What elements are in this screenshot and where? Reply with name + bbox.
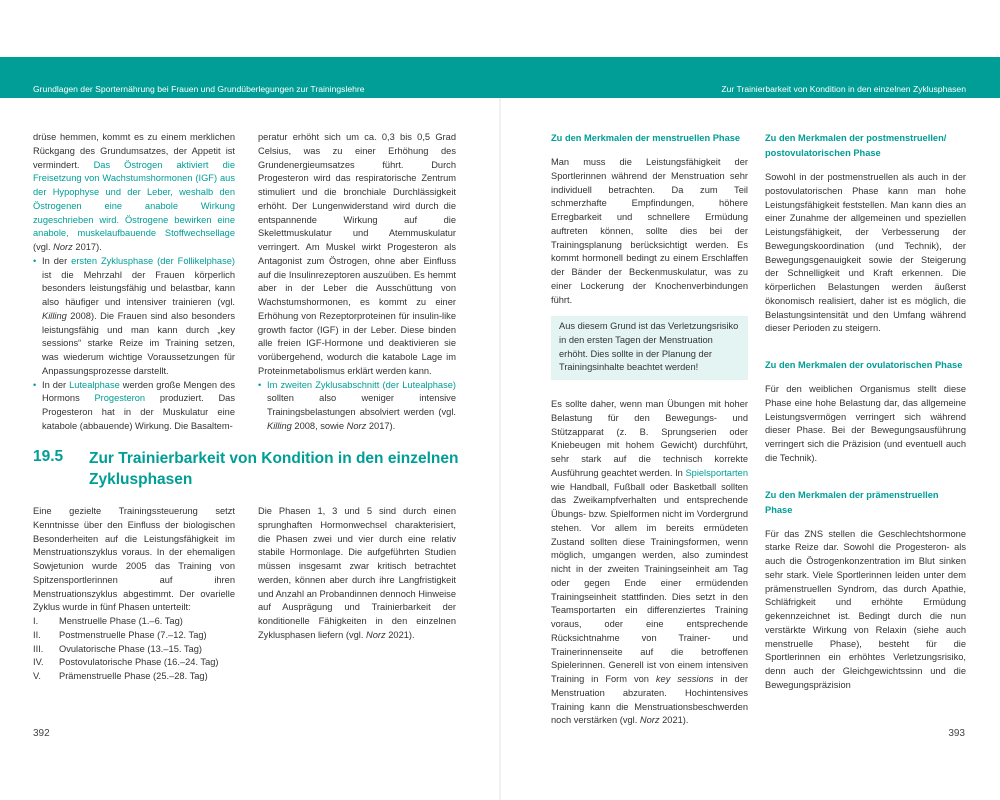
citation-author: Killing: [42, 310, 67, 321]
subheading-menstrual-phase: Zu den Merkmalen der menstruellen Phase: [551, 133, 741, 143]
highlighted-text: Progesteron: [94, 393, 146, 404]
subheading-ovulatory-phase: Zu den Merkmalen der ovulatorischen Phase: [765, 360, 963, 370]
highlighted-text: Das Östrogen aktiviert die Freisetzung von Wachstumshormonen (IGF) aus der Hypophyse und der Leber, weshalb den Östrogenen eine anabole Wirkung zugeschrieben wird. Östrogene bewirken eine anabole, muskelaufbauende Stoffwechsellage: [33, 159, 235, 239]
left-page-column-2: [258, 131, 456, 434]
page-number-left: 392: [33, 728, 50, 739]
bullet-item: • In der Lutealphase werden große Mengen des Hormons Progesteron produziert. Das Progesteron hat in der Muskulatur eine katabole (abbauende) Wirkung. Die Basaltem-: [33, 379, 235, 431]
phase-list-item: I. Menstruelle Phase (1.–6. Tag): [33, 616, 183, 626]
paragraph: drüse hemmen, kommt es zu einem merklichen Rückgang des Grundumsatzes, der Appetit ist vermindert. Das Östrogen aktiviert die Freisetzung von Wachstumshormonen (IGF) aus der Hypophyse und der Leber, weshalb den Östrogenen eine anabole Wirkung zugeschrieben wird. Östrogene bewirken eine anabole, muskelaufbauende Stoffwechsellage (vgl. Norz 2017).: [33, 132, 235, 252]
phase-list: [33, 615, 235, 684]
highlight-box: [551, 316, 748, 380]
phase-list-item: III. Ovulatorische Phase (13.–15. Tag): [33, 643, 202, 654]
left-page-column-3: [33, 505, 235, 684]
highlighted-text: Lutealphase: [69, 379, 120, 390]
bullet-icon: •: [33, 255, 37, 266]
highlighted-text: Spielsportarten: [685, 467, 748, 478]
page-number-right: 393: [948, 728, 965, 739]
book-gutter: [499, 98, 501, 800]
paragraph: Es sollte daher, wenn man Übungen mit hoher Belastung für den Bewegungs- und Stützapparat (z. B. Sprungserien oder Kniebeugen mit hohem Gewicht) durchführt, sehr stark auf die technisch korrekte Ausführung geachtet werden. In Spielsportarten wie Handball, Fußball oder Basketball sollten das Zweikampfverhalten und entsprechende Übungs- bzw. Spielformen nicht im Vordergrund stehen. Vor allem im bereits ermüdeten Zustand sollten diese Trainingsformen, wenn möglich, umgangen werden, also zumindest nicht in der zweiten Trainingseinheit am Tag oder gegen Ende einer ermüdenden Trainingseinheit stattfinden. Dies setzt in den Teamsportarten ein differenziertes Training voraus, oder eine entsprechende Rücksichtnahme von Trainer- und Trainerinnenseite auf die betroffenen Spielerinnen. Generell ist von einem intensiven Training in Form von key sessions in der Menstruation abzuraten. Hochintensives Training kann die Menstruationsbeschwerden noch verstärken (vgl. Norz 2021).: [551, 399, 748, 726]
right-page-column-1: [551, 131, 748, 307]
phase-list-item: II. Postmenstruelle Phase (7.–12. Tag): [33, 629, 207, 640]
section-number: 19.5: [33, 448, 64, 465]
citation-author: Norz: [366, 629, 386, 640]
citation-author: Norz: [639, 715, 660, 726]
bullet-item: • Im zweiten Zyklusabschnitt (der Lutealphase) sollten also weniger intensive Trainingsbelastungen absolviert werden (vgl. Killing 2008, sowie Norz 2017).: [258, 379, 456, 431]
subheading-premenstrual-phase: Zu den Merkmalen der prämenstruellen Phase: [765, 489, 939, 515]
right-page-column-1-continued: [551, 398, 748, 728]
running-header-left: Grundlagen der Sporternährung bei Frauen und Grundüberlegungen zur Trainingslehre: [33, 84, 365, 94]
paragraph: Sowohl in der postmenstruellen als auch in der postovulatorischen Phase kann man hohe Leistungsfähigkeit feststellen. Man kann dies an einer Zunahme der allgemeinen und speziellen Leistungsfähigkeit, der Verbesserung der Bewegungskoordination (und Technik), der Bewegungsgenauigkeit sowie der Steigerung der Schnelligkeit und Kraft erkennen. Die körperlichen Belastungen werden äußerst ökonomisch realisiert, daher ist es möglich, die Belastungsintensität und den Umfang während dieser Perioden zu steigern.: [765, 172, 966, 334]
paragraph: Die Phasen 1, 3 und 5 sind durch einen sprunghaften Hormonwechsel charakterisiert, die Phasen zwei und vier durch eine relativ stabile Hormonlage. Die aufgeführten Studien müssen insgesamt zwar kritisch betrachtet werden, können aber durch ihre Langfristigkeit und Anzahl an Probandinnen dennoch Hinweise auf Ausprägung und Trainierbarkeit der konditionelle Fähigkeiten in den einzelnen Zyklusphasen liefern (vgl. Norz 2021).: [258, 506, 456, 640]
right-page-column-2: [765, 131, 966, 693]
citation-author: Norz: [346, 420, 367, 431]
running-header-right: Zur Trainierbarkeit von Kondition in den einzelnen Zyklusphasen: [721, 84, 966, 94]
highlighted-text: ersten Zyklusphase (der Follikelphase): [71, 255, 235, 266]
phase-list-item: IV. Postovulatorische Phase (16.–24. Tag): [33, 657, 219, 668]
bullet-icon: •: [33, 379, 37, 390]
bullet-item: • In der ersten Zyklusphase (der Follikelphase) ist die Mehrzahl der Frauen körperlich besonders leistungsfähig und belastbar, kann also häufiger und intensiver trainieren (vgl. Killing 2008). Die Frauen sind also besonders leistungsfähig und man kann durch „key sessions“ starke Reize im Training setzen, was wiederum wichtige Voraussetzungen für Anpassungsprozesse darstellt.: [33, 255, 235, 376]
paragraph: Für das ZNS stellen die Geschlechtshormone starke Reize dar. Sowohl die Progesteron- als auch die Östrogenkonzentration im Blut sinken sehr stark. Viele Sportlerinnen leiden unter dem prämenstruellen Syndrom, das durch Apathie, Schläfrigkeit und erhöhte Ermüdung gekennzeichnet ist. Bedingt durch die nun verstärkte Wirkung von Relaxin (siehe auch menstruelle Phase), besteht für die Sportlerinnen ein erhöhtes Verletzungsrisiko, denn auch der Gleichgewichtssinn und die Bewegungspräzision: [765, 528, 966, 690]
emphasis-text: key sessions: [655, 674, 714, 684]
paragraph: Man muss die Leistungsfähigkeit der Sportlerinnen während der Menstruation sehr individuell betrachten. Da zum Teil schmerzhafte Empfindungen, höhere Erregbarkeit und schnellere Ermüdung auftreten können, sollte dies bei der Trainingsplanung berücksichtigt werden. Es kommt hormonell bedingt zu einem Erschlaffen der Bänder der Beckenmuskulatur, was zu einer Lockerung der Knochenverbindungen führt.: [551, 157, 748, 305]
highlight-box-text: Aus diesem Grund ist das Verletzungsrisiko in den ersten Tagen der Menstruation erhöht. Dies sollte in der Planung der Trainingsinhalte beachtet werden!: [559, 321, 739, 373]
paragraph: Für den weiblichen Organismus stellt diese Phase eine hohe Belastung dar, das allgemeine Leistungsvermögen verringert sich während dieser Phase. Bei der Bewegungsausführung verringert sich die Präzision (und eventuell auch die Technik).: [765, 384, 966, 463]
left-page-column-1: [33, 131, 235, 434]
highlighted-text: Im zweiten Zyklusabschnitt (der Lutealphase): [267, 379, 456, 390]
citation-author: Norz: [53, 242, 73, 252]
section-title: Zur Trainierbarkeit von Kondition in den einzelnen Zyklusphasen: [89, 450, 459, 488]
paragraph: Eine gezielte Trainingssteuerung setzt Kenntnisse über den Einfluss der biologischen Besonderheiten auf die Leistungsfähigkeit im Menstruationszyklus voraus. In der ehemaligen Sowjetunion wurde 2005 das Training von Spitzensportlerinnen auf ihren Menstruationszyklus abgestimmt. Der ovarielle Zyklus wurde in fünf Phasen unterteilt:: [33, 506, 235, 613]
bullet-icon: •: [258, 379, 262, 390]
phase-list-item: V. Prämenstruelle Phase (25.–28. Tag): [33, 671, 208, 681]
paragraph: peratur erhöht sich um ca. 0,3 bis 0,5 Grad Celsius, was zu einer Erhöhung des Grundenergieumsatzes führt. Durch Progesteron wird das respiratorische Zentrum stimuliert und die bronchiale Durchlässigkeit erhöht. Der Lungenwiderstand wird durch die entspannende Wirkung auf die Skelettmuskulatur und Atemmuskulatur verringert. Am Muskel wirkt Progesteron als Antagonist zum Östrogen, ohne aber Einfluss auf die Insulinrezeptoren auszuüben. Es hemmt aber in der Leber die Ausschüttung von Wachstumshormonen, es kommt zu einer Erhöhung von Rezeptorproteinen für insulin-like growth factor (IGF) in der Leber. Diese binden alle freien IGF-Hormone und deaktivieren sie vorübergehend, wodurch die katabole Lage im Proteinmetabolismus erklärt werden kann.: [258, 132, 456, 376]
citation-author: Killing: [267, 420, 292, 431]
subheading-postmenstrual-phase: Zu den Merkmalen der postmenstruellen/ postovulatorischen Phase: [765, 133, 947, 158]
left-page-column-4: [258, 505, 456, 643]
